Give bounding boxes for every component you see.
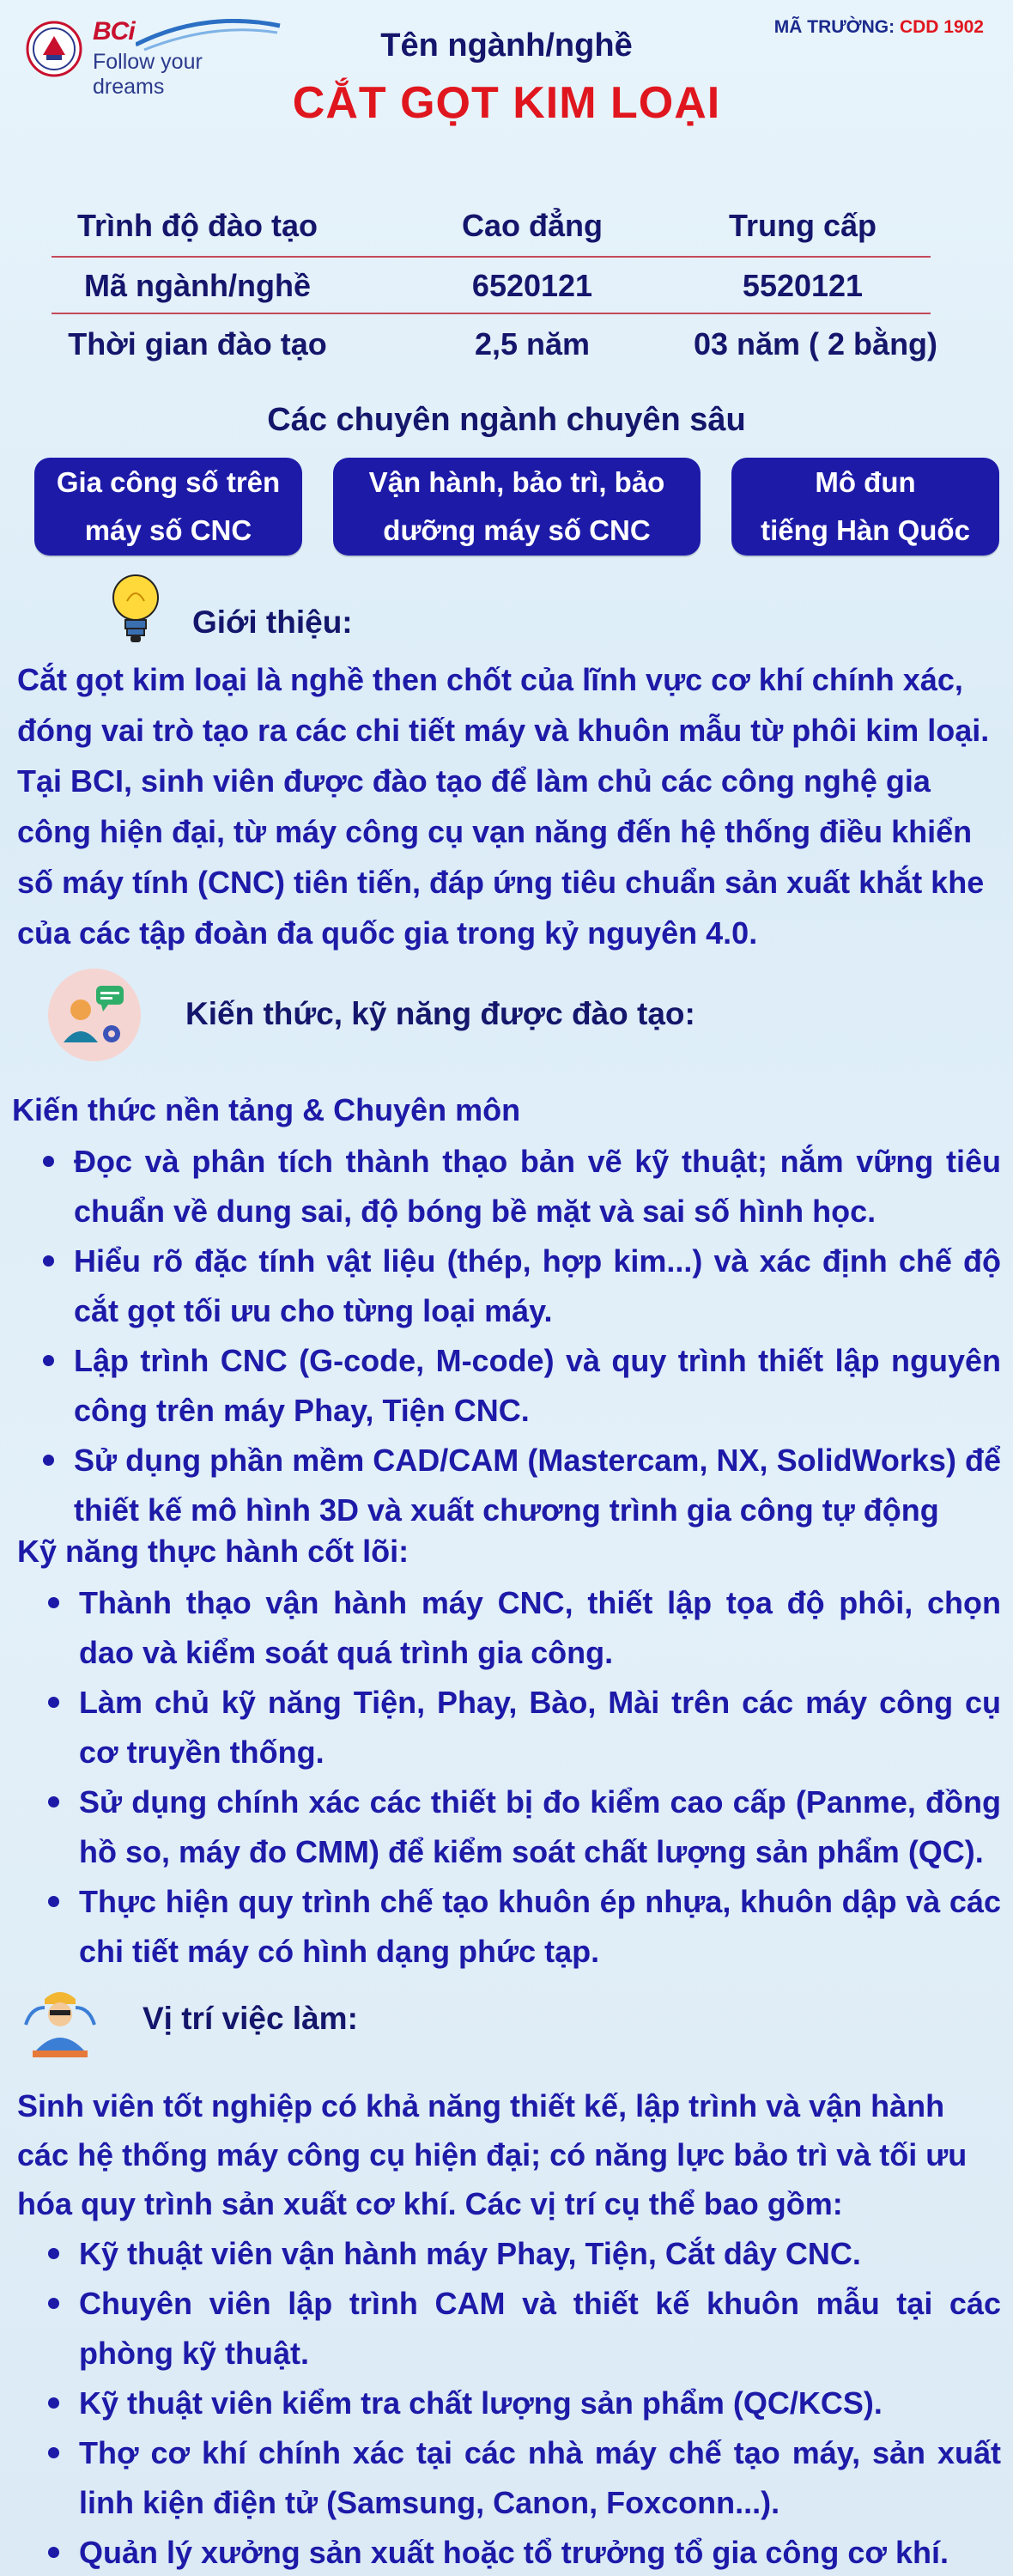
list-item: Sử dụng chính xác các thiết bị đo kiểm cao cấp (Panme, đồng hồ so, máy đo CMM) để kiểm soát chất lượng sản phẩm (QC). [22, 1777, 1001, 1877]
specialization-korean[interactable] [731, 458, 999, 556]
specialization-label: Gia công số trên máy số CNC [56, 466, 281, 546]
list-item: Lập trình CNC (G-code, M-code) và quy trình thiết lập nguyên công trên máy Phay, Tiện CNC. [17, 1336, 1001, 1436]
table-row-duration-college: 2,5 năm [474, 326, 591, 361]
table-divider [52, 313, 931, 314]
list-item: Chuyên viên lập trình CAM và thiết kế khuôn mẫu tại các phòng kỹ thuật. [22, 2279, 1001, 2379]
practice-heading: Kỹ năng thực hành cốt lõi: [17, 1534, 409, 1569]
table-header-college: Cao đẳng [461, 208, 603, 243]
list-item: Hiểu rõ đặc tính vật liệu (thép, hợp kim...) và xác định chế độ cắt gọt tối ưu cho từng loại máy. [17, 1236, 1001, 1336]
jobs-heading: Vị trí việc làm: [143, 2001, 358, 2036]
intro-text: Cắt gọt kim loại là nghề then chốt của lĩnh vực cơ khí chính xác, đóng vai trò tạo ra các chi tiết máy và khuôn mẫu từ phôi kim loại. Tại BCI, sinh viên được đào tạo để làm chủ các công nghệ gia công hiện đại, từ máy công cụ vạn năng đến hệ thống điều khiển số máy tính (CNC) tiên tiến, đáp ứng tiêu chuẩn sản xuất khắt khe của các tập đoàn đa quốc gia trong kỷ nguyên 4.0. [17, 662, 990, 951]
knowledge-heading: Kiến thức nền tảng & Chuyên môn [12, 1092, 521, 1127]
table-header-level: Trình độ đào tạo [77, 208, 318, 243]
specialization-cnc-maintenance[interactable] [333, 458, 701, 556]
table-row-code-college: 6520121 [471, 268, 593, 303]
brand-name: BCi [93, 17, 135, 46]
lightbulb-icon [108, 570, 163, 649]
practice-list [22, 1578, 1001, 1977]
page-title: CẮT GỌT KIM LOẠI [292, 78, 721, 128]
list-item: Làm chủ kỹ năng Tiện, Phay, Bào, Mài trên các máy công cụ cơ truyền thống. [22, 1678, 1001, 1777]
table-row-code-label: Mã ngành/nghề [84, 268, 311, 303]
skills-heading: Kiến thức, kỹ năng được đào tạo: [185, 996, 695, 1031]
jobs-text: Sinh viên tốt nghiệp có khả năng thiết kế, lập trình và vận hành các hệ thống máy công cụ hiện đại; có năng lực bảo trì và tối ưu hóa quy trình sản xuất cơ khí. Các vị trí cụ thể bao gồm: [17, 2088, 968, 2221]
list-item: Thợ cơ khí chính xác tại các nhà máy chế tạo máy, sản xuất linh kiện điện tử (Samsung, Canon, Foxconn...). [22, 2428, 1001, 2528]
list-item: Thành thạo vận hành máy CNC, thiết lập tọa độ phôi, chọn dao và kiểm soát quá trình gia công. [22, 1578, 1001, 1678]
list-item: Kỹ thuật viên vận hành máy Phay, Tiện, Cắt dây CNC. [22, 2229, 1001, 2279]
specialization-label: Vận hành, bảo trì, bảo dưỡng máy số CNC [368, 466, 665, 546]
list-item: Quản lý xưởng sản xuất hoặc tổ trưởng tổ gia công cơ khí. [22, 2528, 1001, 2576]
jobs-list [22, 2229, 1001, 2576]
list-item: Thực hiện quy trình chế tạo khuôn ép nhựa, khuôn dập và các chi tiết máy có hình dạng phức tạp. [22, 1877, 1001, 1977]
table-divider [52, 256, 931, 258]
list-item: Đọc và phân tích thành thạo bản vẽ kỹ thuật; nắm vững tiêu chuẩn về dung sai, độ bóng bề mặt và sai số hình học. [17, 1137, 1001, 1236]
page-subtitle: Tên ngành/nghề [380, 27, 633, 64]
school-code-label: MÃ TRƯỜNG: [773, 17, 895, 37]
intro-heading: Giới thiệu: [192, 605, 353, 640]
people-chat-gear-icon [46, 967, 143, 1063]
worker-icon [19, 1982, 101, 2061]
list-item: Sử dụng phần mềm CAD/CAM (Mastercam, NX, SolidWorks) để thiết kế mô hình 3D và xuất chương trình gia công tự động [17, 1436, 1001, 1535]
specialization-label: Mô đun tiếng Hàn Quốc [761, 466, 970, 546]
specializations-heading: Các chuyên ngành chuyên sâu [267, 402, 746, 438]
table-row-duration-label: Thời gian đào tạo [68, 326, 327, 361]
table-header-intermediate: Trung cấp [728, 208, 877, 243]
list-item: Kỹ thuật viên kiểm tra chất lượng sản phẩm (QC/KCS). [22, 2379, 1001, 2428]
knowledge-list [17, 1137, 1001, 1535]
tagline: Follow your dreams [93, 50, 203, 99]
school-code-value: CDD 1902 [899, 17, 984, 37]
table-row-code-intermediate: 5520121 [742, 268, 864, 303]
specialization-cnc-machining[interactable] [34, 458, 302, 556]
table-row-duration-intermediate: 03 năm ( 2 bằng) [693, 326, 938, 361]
